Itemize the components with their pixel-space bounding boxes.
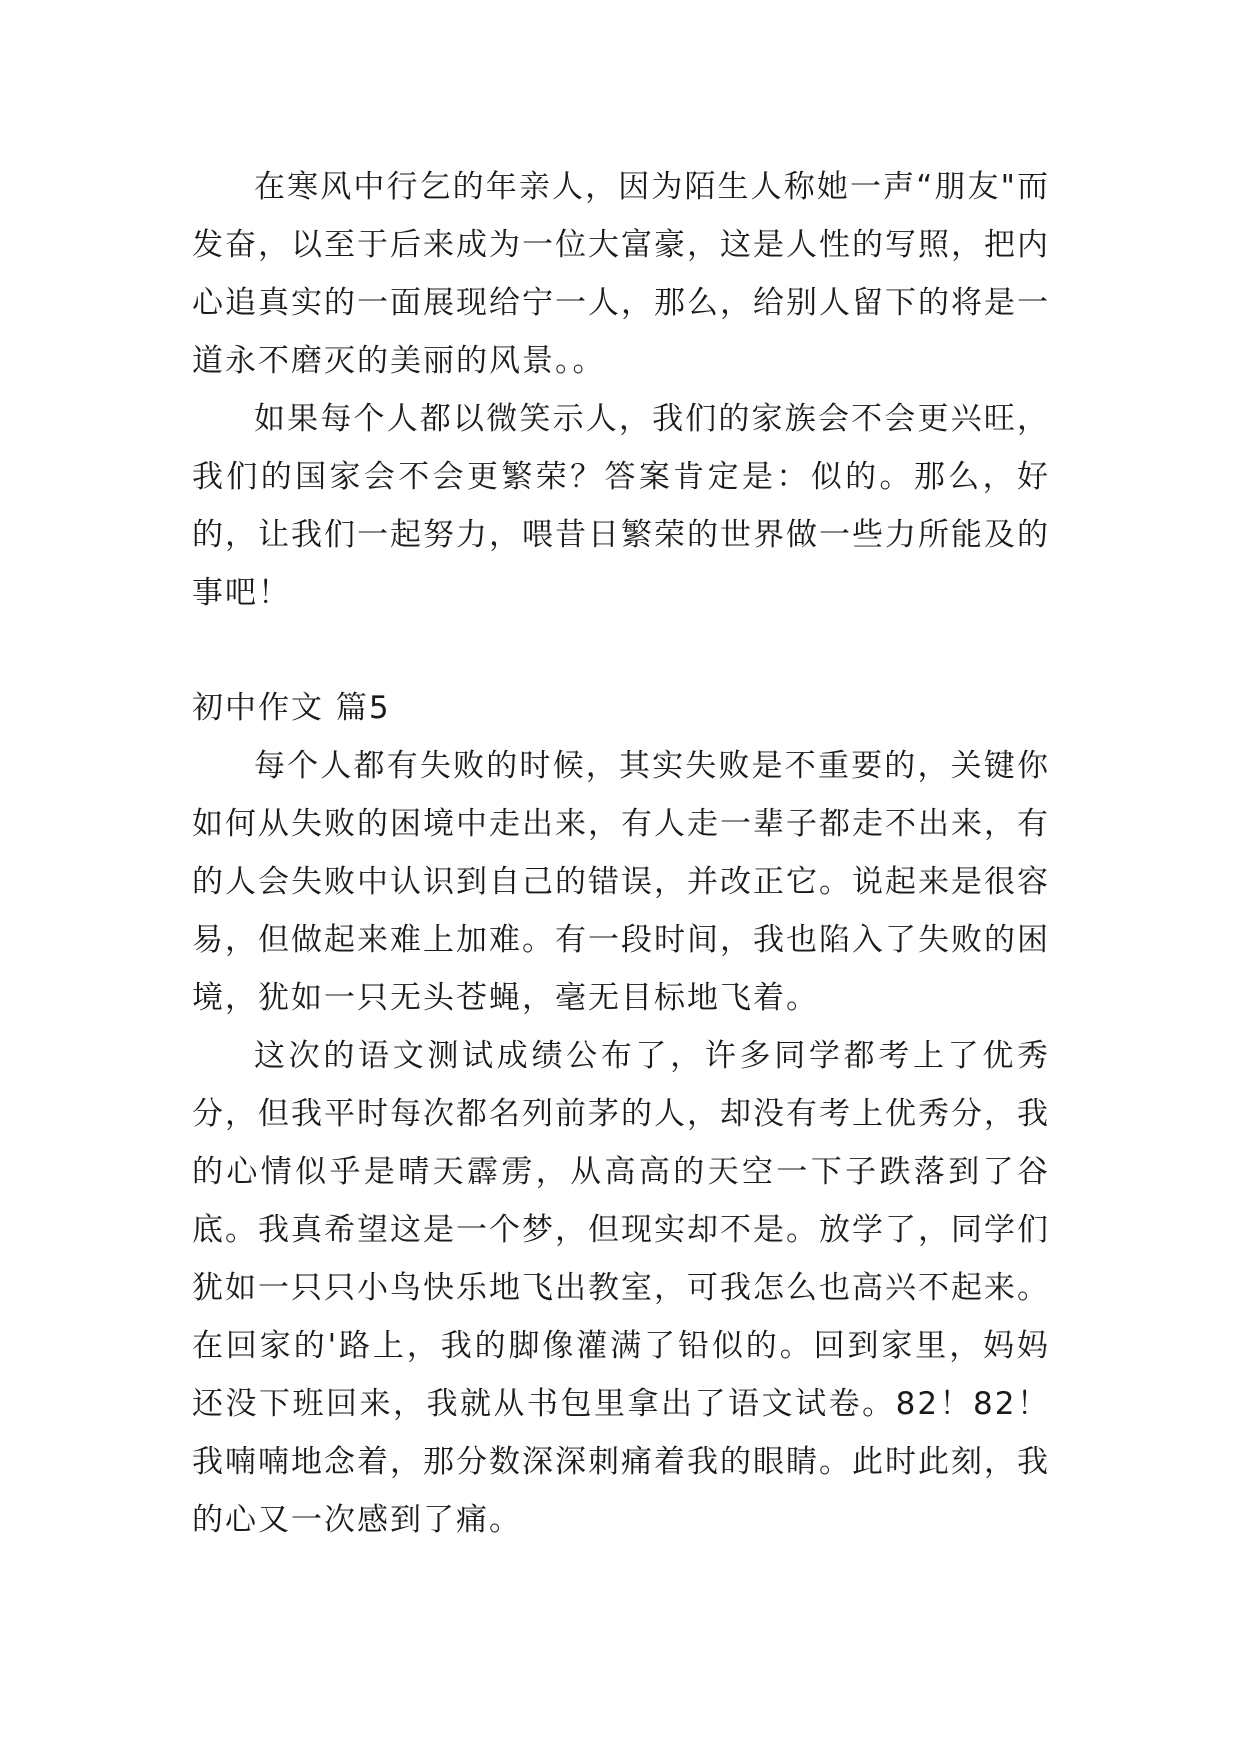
paragraph-smile: 如果每个人都以微笑示人，我们的家族会不会更兴旺，我们的国家会不会更繁荣？答案肯定是：似的。那么，好的，让我们一起努力，喂昔日繁荣的世界做一些力所能及的事吧！: [192, 401, 1050, 611]
document-body: [192, 158, 1050, 1549]
paragraph-failure: 每个人都有失败的时候，其实失败是不重要的，关键你如何从失败的困境中走出来，有人走一辈子都走不出来，有的人会失败中认识到自己的错误，并改正它。说起来是很容易，但做起来难上加难。有一段时间，我也陷入了失败的困境，犹如一只无头苍蝇，毫无目标地飞着。: [192, 748, 1050, 1016]
paragraph-beggar-story: 在寒风中行乞的年亲人，因为陌生人称她一声“朋友"而发奋，以至于后来成为一位大富豪，这是人性的写照，把内心追真实的一面展现给宁一人，那么，给别人留下的将是一道永不磨灭的美丽的风景。。: [192, 169, 1050, 379]
paragraph-exam: 这次的语文测试成绩公布了，许多同学都考上了优秀分，但我平时每次都名列前茅的人，却没有考上优秀分，我的心情似乎是晴天霹雳，从高高的天空一下子跌落到了谷底。我真希望这是一个梦，但现实却不是。放学了，同学们犹如一只只小鸟快乐地飞出教室，可我怎么也高兴不起来。在回家的'路上，我的脚像灌满了铅似的。回到家里，妈妈还没下班回来，我就从书包里拿出了语文试卷。82！82！我喃喃地念着，那分数深深刺痛着我的眼睛。此时此刻，我的心又一次感到了痛。: [192, 1038, 1050, 1538]
section-heading: 初中作文 篇5: [192, 690, 391, 726]
